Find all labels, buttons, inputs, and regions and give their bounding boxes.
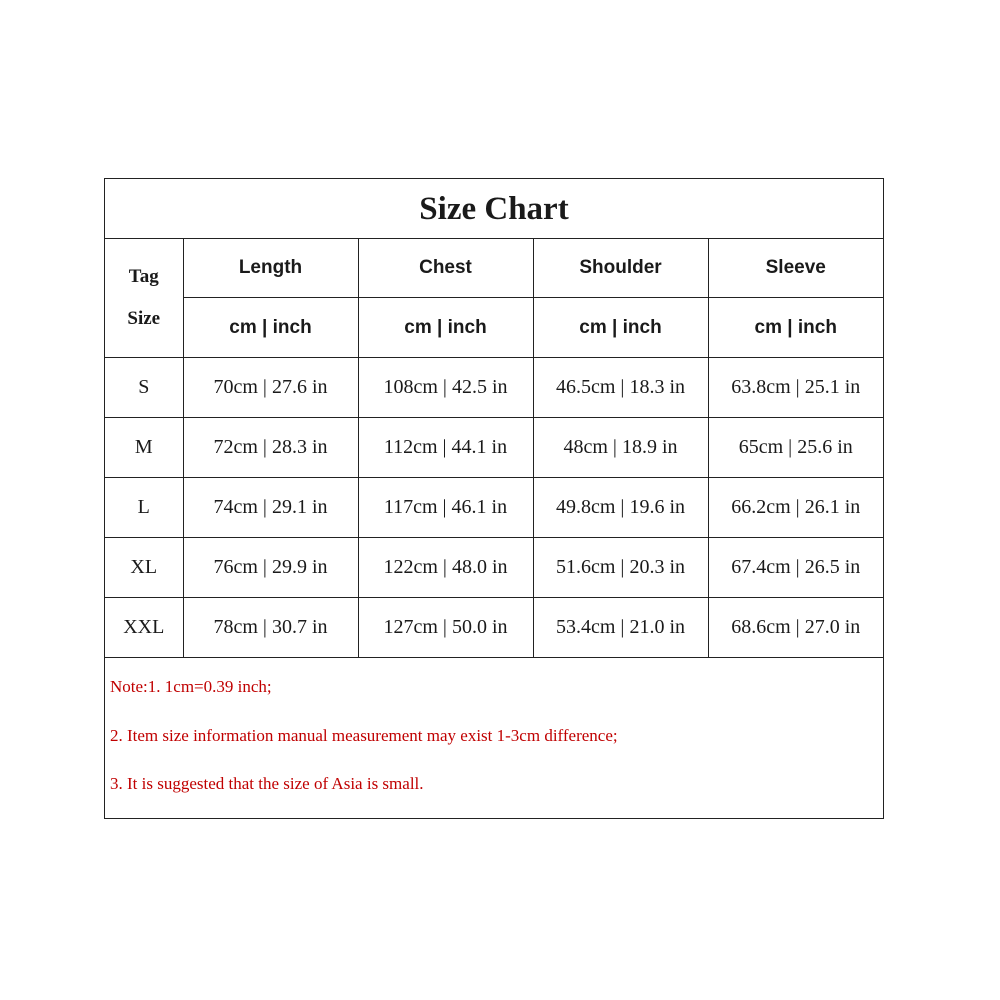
size-table bbox=[105, 239, 883, 658]
note-1: Note:1. 1cm=0.39 inch; bbox=[110, 677, 272, 696]
tag-size-header bbox=[105, 239, 183, 358]
chest-cell: 117cm | 46.1 in bbox=[358, 478, 533, 538]
size-cell: M bbox=[105, 418, 183, 478]
note-3: 3. It is suggested that the size of Asia is small. bbox=[110, 774, 424, 793]
unit-label: cm | inch bbox=[533, 298, 708, 358]
column-header-length: Length bbox=[183, 239, 358, 298]
tag-label: Tag bbox=[128, 266, 159, 287]
table-row bbox=[105, 598, 883, 658]
chart-title: Size Chart bbox=[105, 179, 883, 239]
note-2: 2. Item size information manual measurement may exist 1-3cm difference; bbox=[110, 726, 618, 745]
sleeve-cell: 66.2cm | 26.1 in bbox=[708, 478, 883, 538]
length-cell: 70cm | 27.6 in bbox=[183, 358, 358, 418]
table-row bbox=[105, 478, 883, 538]
sleeve-cell: 68.6cm | 27.0 in bbox=[708, 598, 883, 658]
sleeve-cell: 67.4cm | 26.5 in bbox=[708, 538, 883, 598]
shoulder-cell: 48cm | 18.9 in bbox=[533, 418, 708, 478]
size-cell: L bbox=[105, 478, 183, 538]
sleeve-cell: 63.8cm | 25.1 in bbox=[708, 358, 883, 418]
table-row bbox=[105, 358, 883, 418]
size-cell: S bbox=[105, 358, 183, 418]
shoulder-cell: 51.6cm | 20.3 in bbox=[533, 538, 708, 598]
size-cell: XL bbox=[105, 538, 183, 598]
chest-cell: 112cm | 44.1 in bbox=[358, 418, 533, 478]
column-header-shoulder: Shoulder bbox=[533, 239, 708, 298]
length-cell: 78cm | 30.7 in bbox=[183, 598, 358, 658]
length-cell: 72cm | 28.3 in bbox=[183, 418, 358, 478]
sleeve-cell: 65cm | 25.6 in bbox=[708, 418, 883, 478]
shoulder-cell: 49.8cm | 19.6 in bbox=[533, 478, 708, 538]
unit-label: cm | inch bbox=[358, 298, 533, 358]
size-cell: XXL bbox=[105, 598, 183, 658]
units-header-row bbox=[105, 298, 883, 358]
unit-label: cm | inch bbox=[183, 298, 358, 358]
chest-cell: 108cm | 42.5 in bbox=[358, 358, 533, 418]
shoulder-cell: 53.4cm | 21.0 in bbox=[533, 598, 708, 658]
size-chart bbox=[104, 178, 884, 819]
length-cell: 76cm | 29.9 in bbox=[183, 538, 358, 598]
table-row bbox=[105, 418, 883, 478]
size-label: Size bbox=[127, 308, 161, 329]
chest-cell: 122cm | 48.0 in bbox=[358, 538, 533, 598]
table-row bbox=[105, 538, 883, 598]
unit-label: cm | inch bbox=[708, 298, 883, 358]
chest-cell: 127cm | 50.0 in bbox=[358, 598, 533, 658]
shoulder-cell: 46.5cm | 18.3 in bbox=[533, 358, 708, 418]
table-header-row bbox=[105, 239, 883, 298]
length-cell: 74cm | 29.1 in bbox=[183, 478, 358, 538]
column-header-chest: Chest bbox=[358, 239, 533, 298]
column-header-sleeve: Sleeve bbox=[708, 239, 883, 298]
